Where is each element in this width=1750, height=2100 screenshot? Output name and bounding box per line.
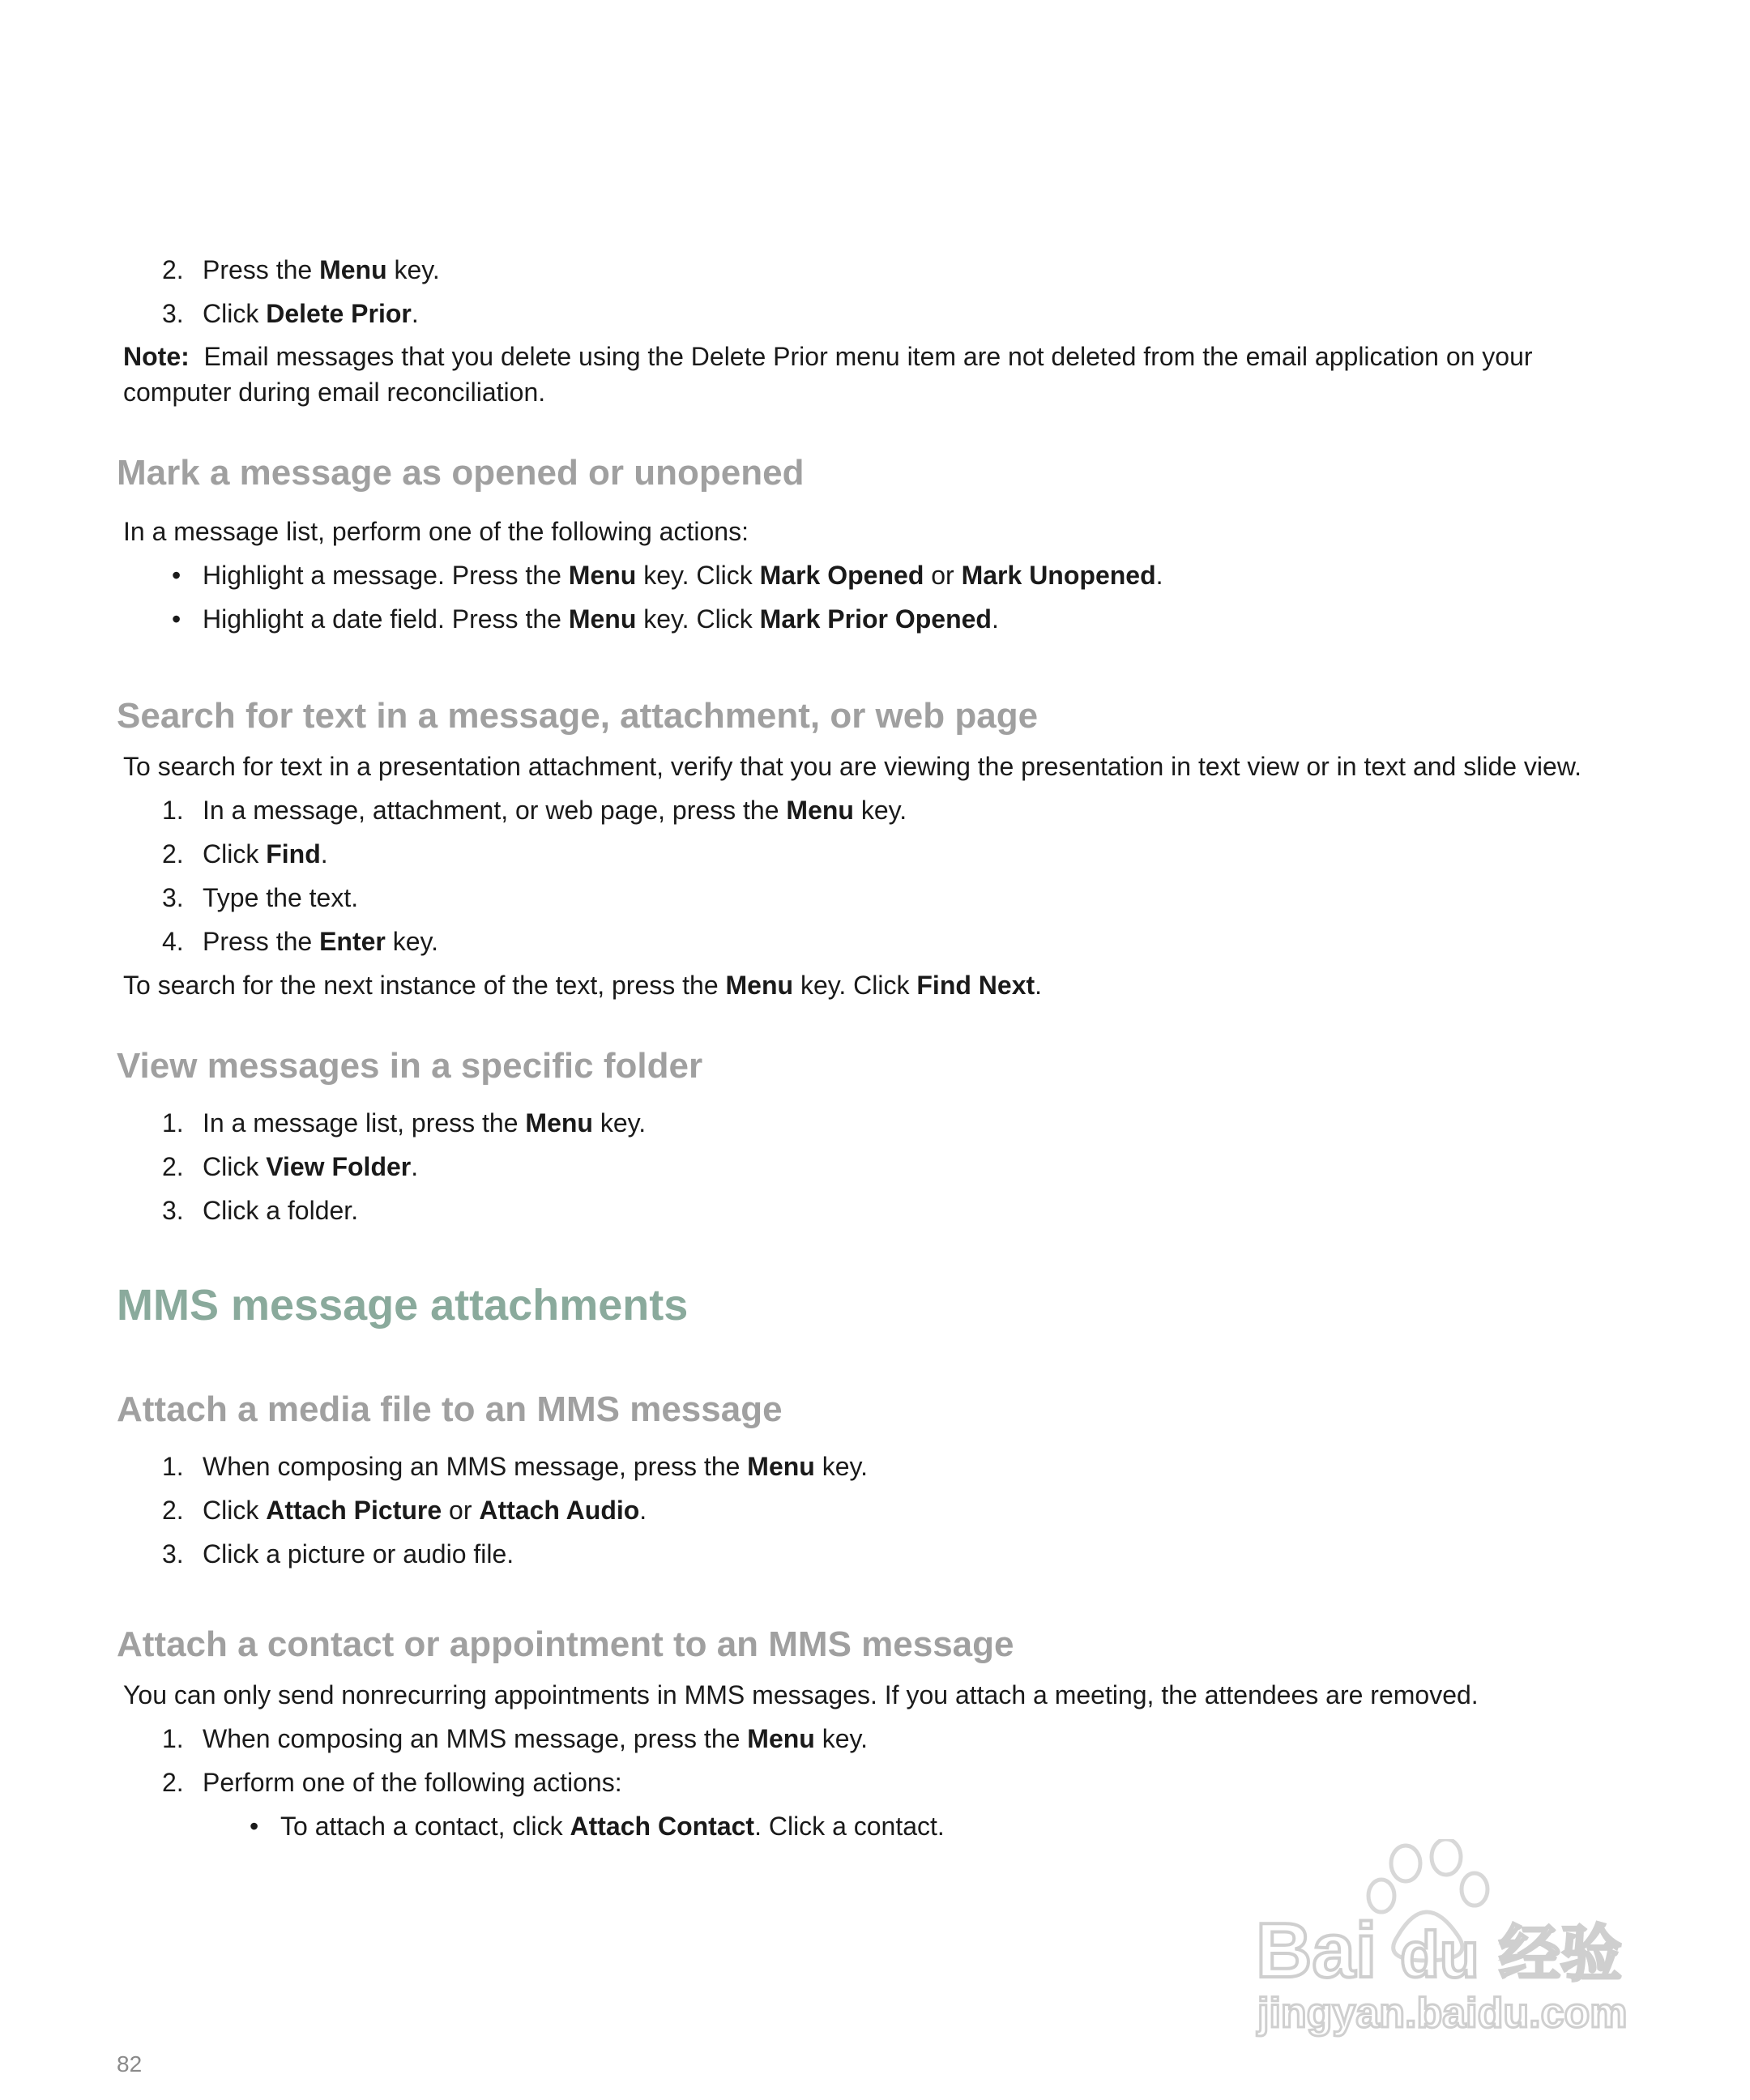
intro-text: To search for text in a presentation attachment, verify that you are viewing the presentation in text view or in text and slide view. bbox=[123, 752, 1582, 781]
step-text: In a message, attachment, or web page, press the Menu key. bbox=[203, 796, 907, 825]
watermark-url: jingyan.baidu.com bbox=[1257, 1990, 1628, 2037]
step-text: Press the Menu key. bbox=[203, 255, 440, 284]
note-paragraph: Note: Email messages that you delete using the Delete Prior menu item are not deleted from the email application on your computer during email reconciliation. bbox=[123, 342, 1533, 407]
step-text: Click View Folder. bbox=[203, 1152, 419, 1181]
step-number: 1. bbox=[162, 1108, 184, 1138]
step-number: 2. bbox=[162, 255, 184, 284]
section-heading-attach-contact: Attach a contact or appointment to an MMS message bbox=[117, 1624, 1014, 1664]
step-number: 4. bbox=[162, 927, 184, 956]
intro-text: You can only send nonrecurring appointments in MMS messages. If you attach a meeting, the attendees are removed. bbox=[123, 1680, 1479, 1709]
section-heading-mms: MMS message attachments bbox=[117, 1281, 689, 1330]
bullet-icon: • bbox=[250, 1812, 259, 1841]
step-number: 3. bbox=[162, 1539, 184, 1569]
baidu-watermark bbox=[1248, 1839, 1669, 2042]
step-text: In a message list, press the Menu key. bbox=[203, 1108, 647, 1138]
step-number: 2. bbox=[162, 1496, 184, 1525]
step-number: 1. bbox=[162, 796, 184, 825]
bullet-icon: • bbox=[172, 561, 181, 590]
step-number: 1. bbox=[162, 1724, 184, 1753]
step-text: When composing an MMS message, press the Menu key. bbox=[203, 1452, 869, 1481]
bullet-text: Highlight a message. Press the Menu key. Click Mark Opened or Mark Unopened. bbox=[203, 561, 1163, 590]
section-heading-search: Search for text in a message, attachment, or web page bbox=[117, 696, 1039, 736]
watermark-brand-left: Bai bbox=[1256, 1907, 1377, 1994]
outro-text: To search for the next instance of the text, press the Menu key. Click Find Next. bbox=[123, 971, 1043, 1000]
step-number: 1. bbox=[162, 1452, 184, 1481]
step-text: Click Attach Picture or Attach Audio. bbox=[203, 1496, 647, 1525]
step-number: 3. bbox=[162, 1196, 184, 1225]
bullet-text: To attach a contact, click Attach Contact. Click a contact. bbox=[280, 1812, 945, 1841]
step-number: 3. bbox=[162, 883, 184, 912]
section-heading-view: View messages in a specific folder bbox=[117, 1046, 703, 1086]
step-text: Perform one of the following actions: bbox=[203, 1768, 622, 1797]
step-number: 2. bbox=[162, 1152, 184, 1181]
step-text: Click Find. bbox=[203, 839, 328, 869]
step-text: Click Delete Prior. bbox=[203, 299, 419, 328]
section-heading-attach-media: Attach a media file to an MMS message bbox=[117, 1389, 783, 1429]
step-number: 3. bbox=[162, 299, 184, 328]
watermark-brand-cn: 经验 bbox=[1499, 1918, 1622, 1990]
step-number: 2. bbox=[162, 839, 184, 869]
step-number: 2. bbox=[162, 1768, 184, 1797]
step-text: Click a picture or audio file. bbox=[203, 1539, 514, 1569]
page-number: 82 bbox=[117, 2051, 143, 2077]
watermark-brand-du: du bbox=[1400, 1919, 1479, 1991]
section-heading-mark: Mark a message as opened or unopened bbox=[117, 453, 805, 493]
step-text: Type the text. bbox=[203, 883, 359, 912]
step-text: Click a folder. bbox=[203, 1196, 359, 1225]
bullet-icon: • bbox=[172, 604, 181, 634]
step-text: When composing an MMS message, press the Menu key. bbox=[203, 1724, 869, 1753]
intro-text: In a message list, perform one of the following actions: bbox=[123, 517, 749, 546]
bullet-text: Highlight a date field. Press the Menu key. Click Mark Prior Opened. bbox=[203, 604, 999, 634]
step-text: Press the Enter key. bbox=[203, 927, 439, 956]
